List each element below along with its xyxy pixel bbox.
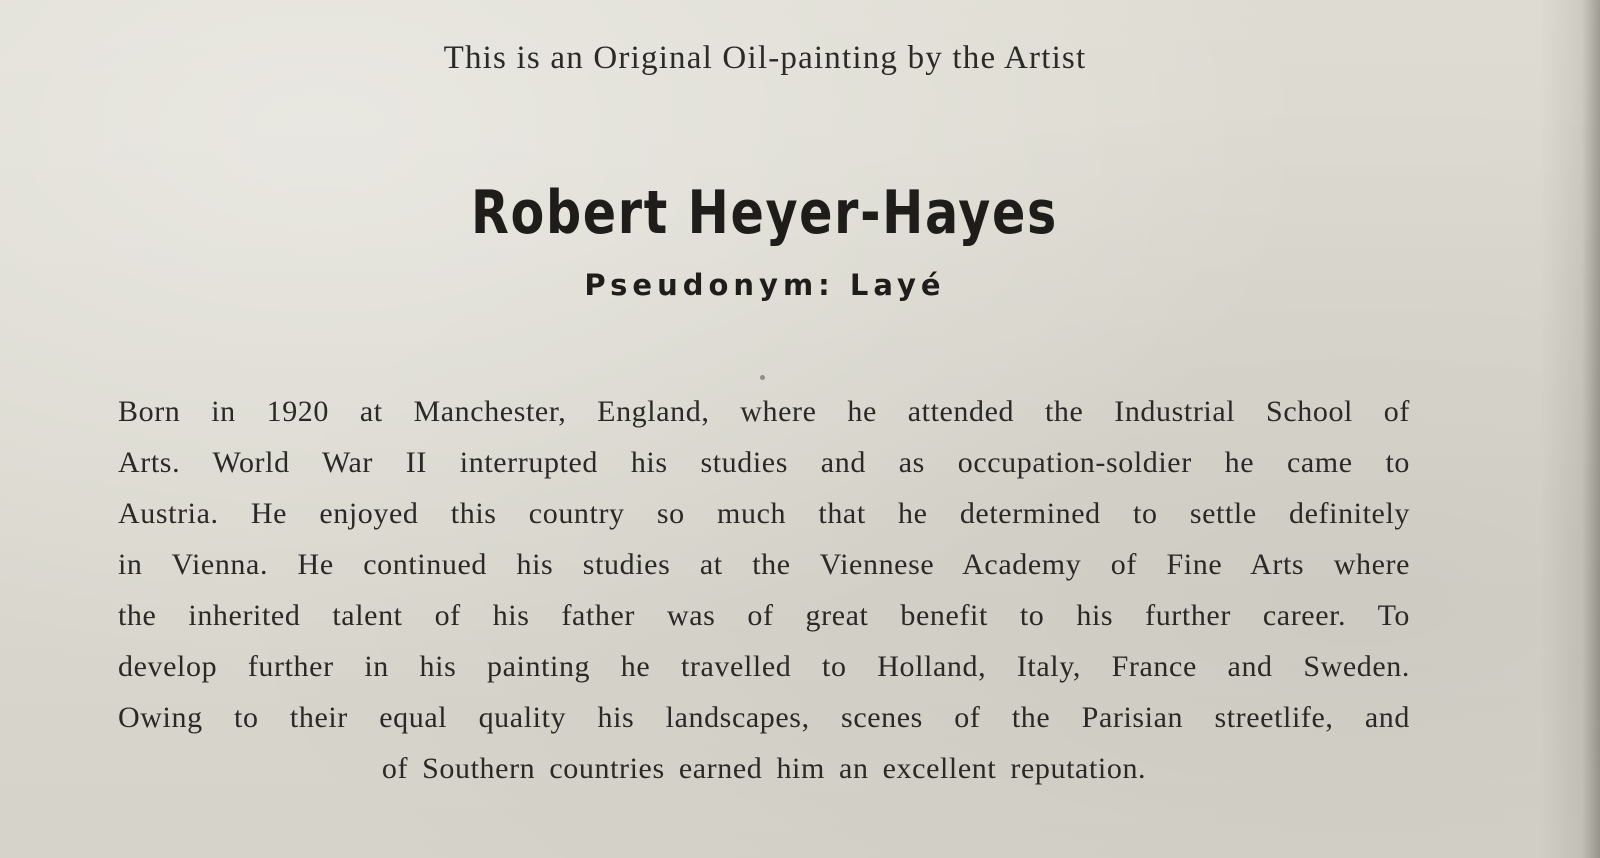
biography-line: of Southern countries earned him an excellent reputation. <box>381 752 1147 785</box>
paper-edge-shadow <box>1540 0 1600 858</box>
paper-speck <box>760 375 765 380</box>
biography-line: the inherited talent of his father was of great benefit to his further career. To <box>118 599 1410 632</box>
biography-line: in Vienna. He continued his studies at the Viennese Academy of Fine Arts where <box>118 548 1410 581</box>
biography-line: Arts. World War II interrupted his studies and as occupation-soldier he came to <box>118 446 1410 479</box>
biography-line: Born in 1920 at Manchester, England, where he attended the Industrial School of <box>118 395 1410 428</box>
artist-pseudonym: Pseudonym: Layé <box>584 268 946 302</box>
certificate-header: This is an Original Oil-painting by the Artist <box>443 40 1087 76</box>
artist-name: Robert Heyer-Hayes <box>470 178 1058 248</box>
artist-biography <box>118 386 1410 794</box>
biography-line: Austria. He enjoyed this country so much that he determined to settle definitely <box>118 497 1410 530</box>
biography-line: Owing to their equal quality his landscapes, scenes of the Parisian streetlife, and <box>118 701 1410 734</box>
biography-line: develop further in his painting he travelled to Holland, Italy, France and Sweden. <box>118 650 1410 683</box>
